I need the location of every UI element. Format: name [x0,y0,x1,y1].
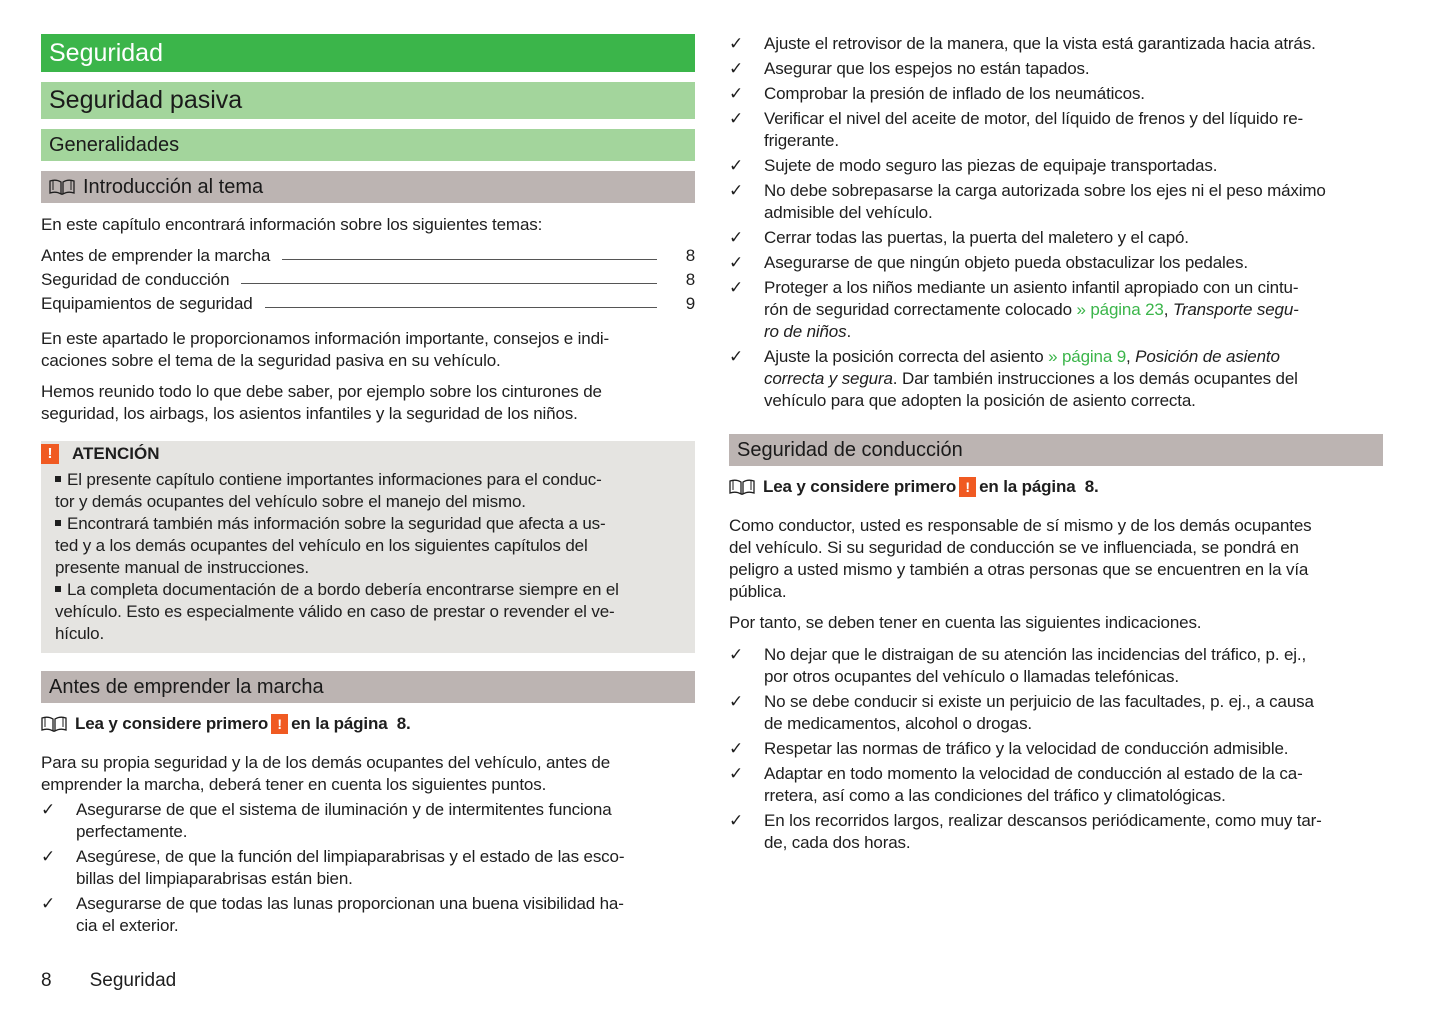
checklist-item [729,810,1383,854]
intro-paragraph: Hemos reunido todo lo que debe saber, por ejemplo sobre los cinturones de seguridad, los airbags, los asientos infantiles y la seguridad de los niños. [41,382,602,423]
checklist-text: Respetar las normas de tráfico y la velocidad de conducción admisible. [764,739,1289,758]
check-icon: ✓ [729,59,744,78]
checklist-text: . [846,322,852,341]
checklist-item [729,346,1383,412]
intro-heading [41,171,695,203]
conduccion-paragraph: Por tanto, se deben tener en cuenta las siguientes indicaciones. [729,613,1202,632]
checklist-item [41,799,695,843]
intro-lead: En este capítulo encontrará información sobre los siguientes temas: [41,215,543,234]
checklist-text: Asegurar que los espejos no están tapados. [764,59,1090,78]
check-icon: ✓ [729,811,744,830]
warning-title: ATENCIÓN [72,444,160,463]
check-icon: ✓ [729,347,744,366]
checklist-item [729,58,1383,80]
check-icon: ✓ [41,894,56,913]
page-footer [41,970,176,992]
checklist-item [729,83,1383,105]
checklist-item [729,644,1383,688]
check-icon: ✓ [729,645,744,664]
checklist-text: Transporte segu- ro de niños [764,300,1299,341]
checklist [729,644,1383,857]
checklist [41,799,695,940]
page-link[interactable]: » página 23 [1076,300,1164,319]
check-icon: ✓ [729,253,744,272]
check-icon: ✓ [729,764,744,783]
antes-paragraph: Para su propia seguridad y la de los demás ocupantes del vehículo, antes de emprender la marcha, deberá tener en cuenta los siguientes puntos. [41,753,611,794]
checklist-text: Comprobar la presión de inflado de los neumáticos. [764,84,1145,103]
read-first-text: Lea y considere primero [763,477,957,496]
check-icon: ✓ [729,84,744,103]
checklist-item [41,846,695,890]
toc-page: 9 [685,294,695,313]
read-first-text: en la página [979,477,1076,496]
checklist-text: No debe sobrepasarse la carga autorizada sobre los ejes ni el peso máximo admisible del vehículo. [764,181,1326,222]
checklist-item [729,738,1383,760]
warning-item: La completa documentación de a bordo debería encontrarse siempre en el vehículo. Esto es especialmente válido en caso de prestar o revender el ve- hículo. [55,580,619,643]
subsection-heading: Generalidades [41,129,695,161]
warning-icon: ! [41,444,59,464]
toc-label: Antes de emprender la marcha [41,246,271,265]
checklist-item [729,691,1383,735]
checklist-text: Cerrar todas las puertas, la puerta del maletero y el capó. [764,228,1189,247]
book-icon [49,179,75,195]
check-icon: ✓ [729,34,744,53]
checklist-item [41,893,695,937]
antes-heading: Antes de emprender la marcha [41,671,695,703]
checklist-text: Asegurarse de que el sistema de iluminación y de intermitentes funciona perfectamente. [76,800,612,841]
checklist-text: Ajuste el retrovisor de la manera, que la vista está garantizada hacia atrás. [764,34,1316,53]
checklist-text: . Dar también instrucciones a los demás ocupantes del vehículo para que adopten la posición de asiento correcta. [764,369,1298,410]
check-icon: ✓ [729,739,744,758]
checklist-text: Asegurarse de que ningún objeto pueda obstaculizar los pedales. [764,253,1248,272]
book-icon [729,479,755,495]
checklist-item [729,33,1383,55]
checklist-item [729,155,1383,177]
checklist-text: No dejar que le distraigan de su atención las incidencias del tráfico, p. ej., por otros ocupantes del vehículo o llamadas telefónicas. [764,645,1307,686]
checklist-text: Sujete de modo seguro las piezas de equipaje transportadas. [764,156,1218,175]
read-first-text: Lea y considere primero [75,714,269,733]
read-first-note[interactable] [729,476,1383,498]
toc-item[interactable] [41,242,695,266]
checklist-text: No se debe conducir si existe un perjuicio de las facultades, p. ej., a causa de medicamentos, alcohol o drogas. [764,692,1314,733]
warning-item: Encontrará también más información sobre la seguridad que afecta a us- ted y a los demás ocupantes del vehículo en los siguientes capítulos del presente manual de instrucciones. [55,514,606,577]
intro-paragraph: En este apartado le proporcionamos información importante, consejos e indi- caciones sobre el tema de la seguridad pasiva en su vehículo. [41,329,610,370]
table-of-contents [41,242,695,314]
conduccion-paragraph: Como conductor, usted es responsable de sí mismo y de los demás ocupantes del vehículo. Si su seguridad de conducción se ve influenciada, se pondrá en peligro a usted mismo y también a otras personas que se encuentren en la vía pública. [729,516,1312,601]
check-icon: ✓ [729,181,744,200]
warning-icon: ! [271,714,288,734]
checklist-item [729,277,1383,343]
warning-box [41,441,695,653]
toc-label: Seguridad de conducción [41,270,230,289]
conduccion-heading: Seguridad de conducción [729,434,1383,466]
checklist-item [729,108,1383,152]
page-number: 8 [41,970,52,991]
checklist-text: , [1126,347,1136,366]
check-icon: ✓ [729,109,744,128]
toc-label: Equipamientos de seguridad [41,294,253,313]
checklist-item [729,180,1383,224]
checklist-item [729,763,1383,807]
checklist-text: Ajuste la posición correcta del asiento [764,347,1049,366]
checklist-item [729,227,1383,249]
check-icon: ✓ [729,692,744,711]
checklist-item [729,252,1383,274]
page-ref: 8. [396,714,411,733]
warning-icon: ! [959,477,976,497]
checklist-text: Adaptar en todo momento la velocidad de conducción al estado de la ca- rretera, así como a las condiciones del tráfico y climatológicas. [764,764,1303,805]
intro-heading-text: Introducción al tema [83,175,264,198]
chapter-heading: Seguridad [41,34,695,72]
checklist [729,33,1383,415]
toc-item[interactable] [41,290,695,314]
page-ref: 8. [1084,477,1099,496]
toc-page: 8 [685,270,695,289]
check-icon: ✓ [729,228,744,247]
checklist-text: , [1163,300,1173,319]
check-icon: ✓ [41,800,56,819]
checklist-text: Verificar el nivel del aceite de motor, del líquido de frenos y del líquido re- frigerante. [764,109,1304,150]
page-link[interactable]: » página 9 [1048,347,1127,366]
toc-item[interactable] [41,266,695,290]
warning-header [41,443,681,465]
read-first-text: en la página [291,714,388,733]
check-icon: ✓ [729,156,744,175]
check-icon: ✓ [729,278,744,297]
read-first-note[interactable] [41,713,695,735]
book-icon [41,716,67,732]
check-icon: ✓ [41,847,56,866]
checklist-text: En los recorridos largos, realizar descansos periódicamente, como muy tar- de, cada dos horas. [764,811,1322,852]
checklist-text: Posición de asiento correcta y segura [764,347,1280,388]
checklist-text: Proteger a los niños mediante un asiento infantil apropiado con un cintu- rón de seguridad correctamente colocado [764,278,1299,319]
footer-chapter: Seguridad [89,970,177,991]
warning-item: El presente capítulo contiene importantes informaciones para el conduc- tor y demás ocupantes del vehículo sobre el manejo del mismo. [55,470,602,511]
checklist-text: Asegurarse de que todas las lunas proporcionan una buena visibilidad ha- cia el exterior. [76,894,624,935]
toc-page: 8 [685,246,695,265]
section-heading: Seguridad pasiva [41,82,695,119]
checklist-text: Asegúrese, de que la función del limpiaparabrisas y el estado de las esco- billas del limpiaparabrisas están bien. [76,847,625,888]
